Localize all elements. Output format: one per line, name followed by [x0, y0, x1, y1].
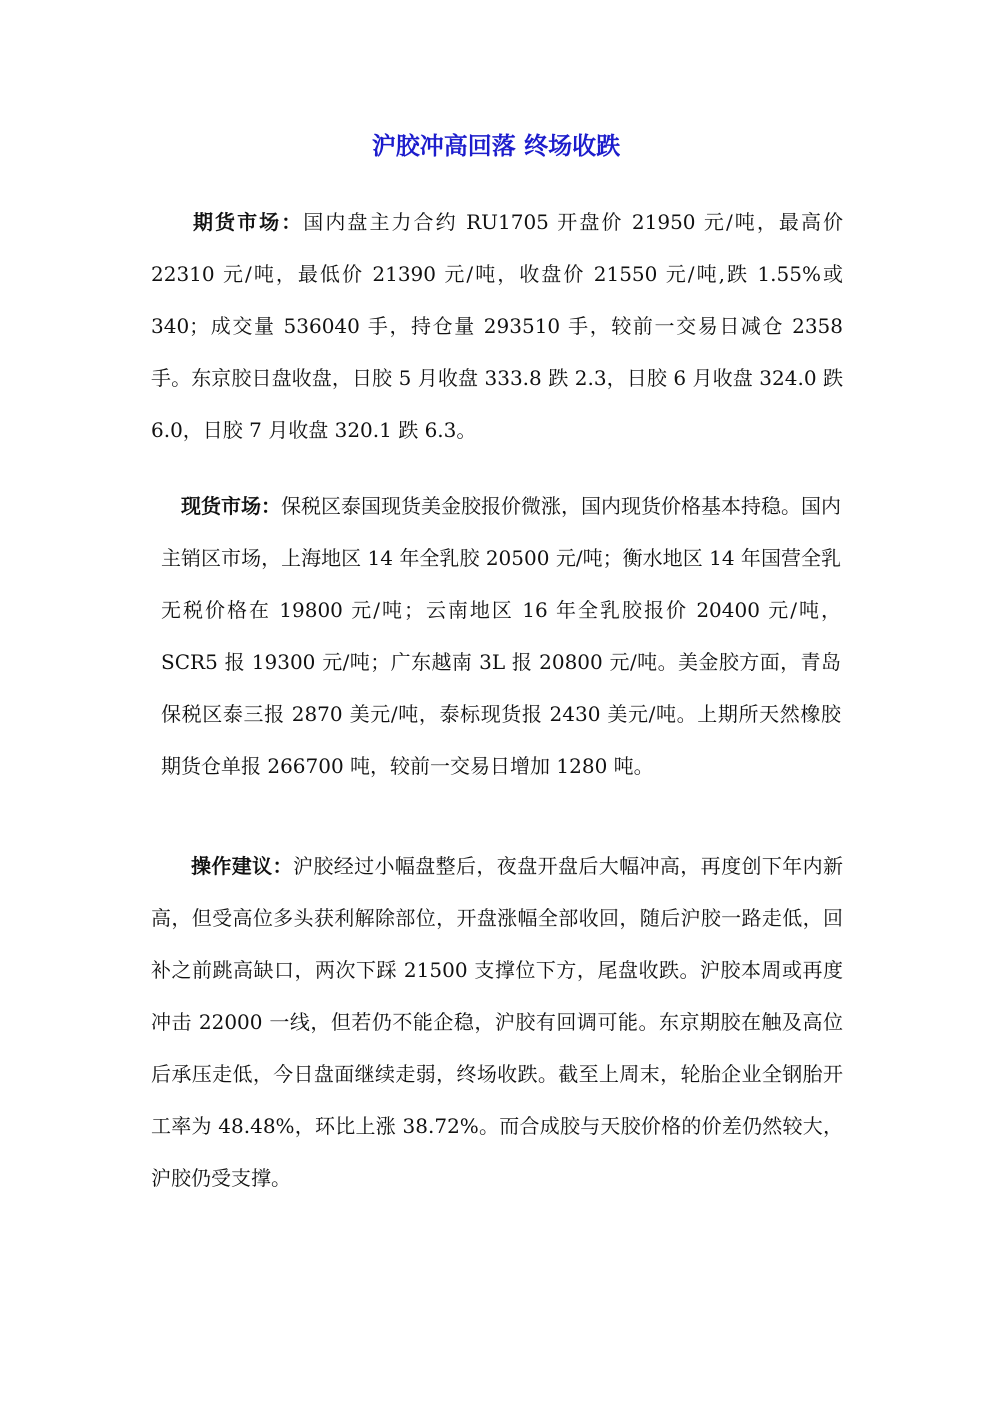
trading-advice-text: 沪胶经过小幅盘整后，夜盘开盘后大幅冲高，再度创下年内新高，但受高位多头获利解除部位，开盘涨幅全部收回，随后沪胶一路走低，回补之前跳高缺口，两次下踩 21500 支撑位下方，尾盘收跌。沪胶本周或再度冲击 22000 一线，但若仍不能企稳，沪胶有回调可能。东京期胶在触及高位后承压走低，今日盘面继续走弱，终场收跌。截至上周末，轮胎企业全钢胎开工率为 48.48%，环比上涨 38.72%。而合成胶与天胶价格的价差仍然较大，沪胶仍受支撑。: [151, 854, 844, 1190]
page-title: 沪胶冲高回落 终场收跌: [371, 132, 621, 160]
spot-market-paragraph: [161, 480, 841, 792]
futures-market-text: 国内盘主力合约 RU1705 开盘价 21950 元/吨，最高价 22310 元/吨，最低价 21390 元/吨，收盘价 21550 元/吨,跌 1.55%或 340；成交量 536040 手，持仓量 293510 手，较前一交易日减仓 2358 手。东京胶日盘收盘，日胶 5 月收盘 333.8 跌 2.3，日胶 6 月收盘 324.0 跌 6.0，日胶 7 月收盘 320.1 跌 6.3。: [151, 210, 843, 442]
futures-market-label: 期货市场：: [193, 210, 304, 234]
trading-advice-label: 操作建议：: [191, 854, 293, 878]
trading-advice-paragraph: [151, 840, 843, 1204]
futures-market-paragraph: [151, 196, 843, 456]
spot-market-text: 保税区泰国现货美金胶报价微涨，国内现货价格基本持稳。国内主销区市场，上海地区 14 年全乳胶 20500 元/吨；衡水地区 14 年国营全乳无税价格在 19800 元/吨；云南地区 16 年全乳胶报价 20400 元/吨，SCR5 报 19300 元/吨；广东越南 3L 报 20800 元/吨。美金胶方面，青岛保税区泰三报 2870 美元/吨，泰标现货报 2430 美元/吨。上期所天然橡胶期货仓单报 266700 吨，较前一交易日增加 1280 吨。: [161, 494, 841, 778]
spot-market-label: 现货市场：: [181, 494, 281, 518]
